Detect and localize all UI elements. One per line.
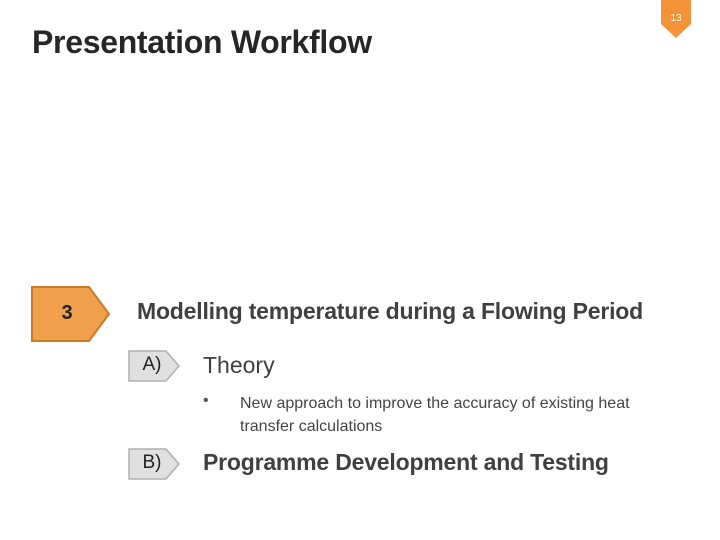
slide-title: Presentation Workflow — [32, 24, 372, 60]
bullet-text: New approach to improve the accuracy of existing heat transfer calculations — [240, 395, 630, 435]
page-number-badge — [661, 0, 691, 38]
sub-heading-programme: Programme Development and Testing — [203, 449, 609, 475]
sub-marker-a — [128, 350, 180, 382]
sub-label-a: A) — [142, 354, 162, 375]
sub-label-b: B) — [142, 452, 162, 473]
sub-heading-theory: Theory — [203, 352, 275, 378]
sub-marker-b — [128, 448, 180, 480]
step-marker — [31, 286, 111, 342]
page-number: 13 — [670, 13, 682, 24]
bullet-icon: • — [203, 392, 209, 409]
section-heading: Modelling temperature during a Flowing Period — [137, 298, 643, 324]
step-number: 3 — [61, 302, 73, 324]
